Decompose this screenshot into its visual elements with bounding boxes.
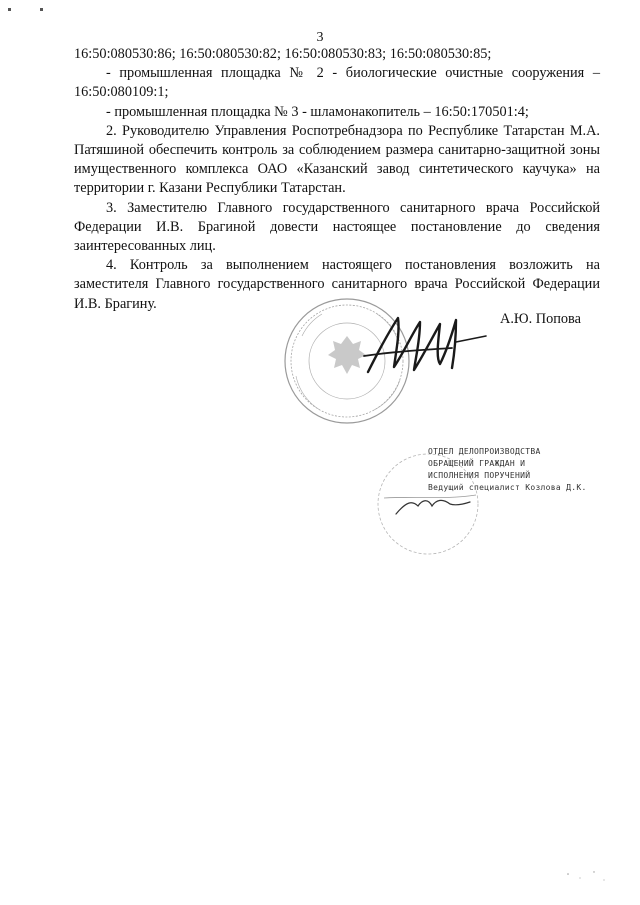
scan-mark — [8, 8, 11, 11]
scan-mark — [40, 8, 43, 11]
stamp-text — [428, 446, 587, 494]
scan-noise — [560, 860, 620, 890]
document-body — [74, 45, 600, 314]
paragraph-cadastral-numbers: 16:50:080530:86; 16:50:080530:82; 16:50:080530:83; 16:50:080530:85; — [74, 46, 492, 62]
page-number: 3 — [316, 30, 324, 45]
signature — [360, 312, 490, 382]
paragraph-item-2: 2. Руководителю Управления Роспотребнадзора по Республике Татарстан М.А. Патяшиной обеспечить контроль за соблюдением размера санитарно-защитной зоны имущественного комплекса ОАО «Казанский завод синтетического каучука» на территории г. Казани Республики Татарстан. — [74, 122, 600, 197]
paragraph-item-4: 4. Контроль за выполнением настоящего постановления возложить на заместителя Главного государственного санитарного врача Российской Федерации И.В. Брагину. — [74, 257, 600, 312]
stamp-line: ИСПОЛНЕНИЯ ПОРУЧЕНИЙ — [428, 471, 531, 480]
signatory-name: А.Ю. Попова — [500, 311, 581, 327]
paragraph-site-3: - промышленная площадка № 3 - шламонакопитель – 16:50:170501:4; — [106, 103, 529, 120]
paragraph-site-2: - промышленная площадка № 2 - биологические очистные сооружения – 16:50:080109:1; — [74, 65, 600, 101]
stamp-line: Ведущий специалист Козлова Д.К. — [428, 483, 587, 492]
stamp-line: ОБРАЩЕНИЙ ГРАЖДАН И — [428, 459, 526, 468]
paragraph-item-3: 3. Заместителю Главного государственного санитарного врача Российской Федерации И.В. Брагиной довести настоящее постановление до сведения заинтересованных лиц. — [74, 199, 600, 255]
stamp-line: ОТДЕЛ ДЕЛОПРОИЗВОДСТВА — [428, 447, 541, 456]
